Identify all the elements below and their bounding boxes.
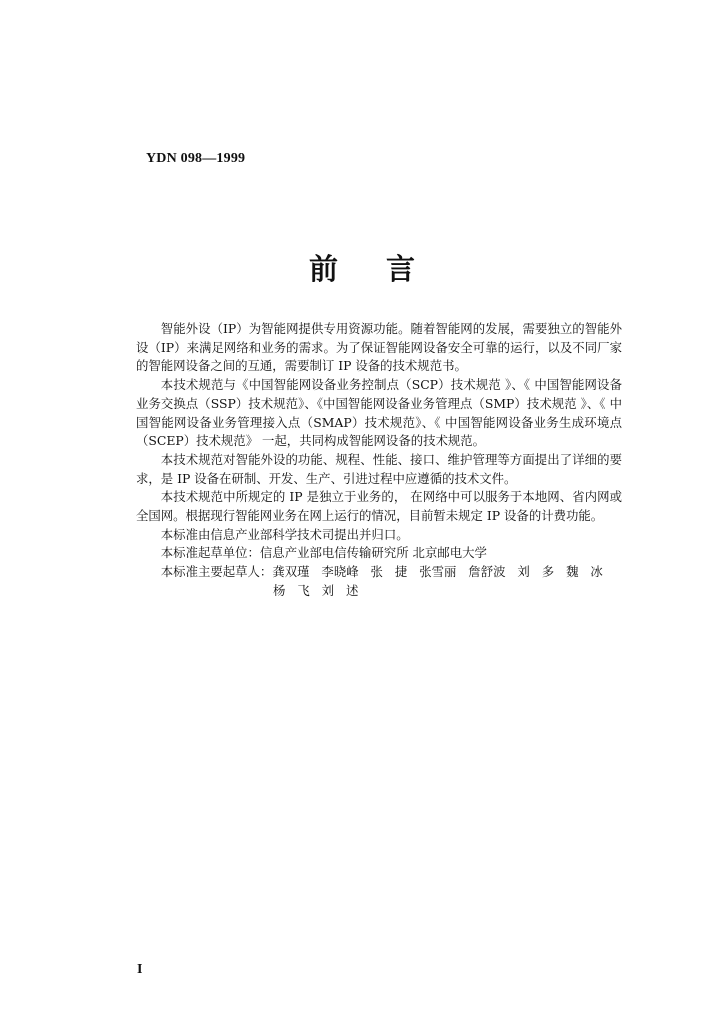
- paragraph-requirements: 本技术规范对智能外设的功能、规程、性能、接口、维护管理等方面提出了详细的要求，是 IP 设备在研制、开发、生产、引进过程中应遵循的技术文件。: [136, 451, 622, 486]
- standard-code: YDN 098—1999: [146, 151, 246, 166]
- drafters-label: 本标准主要起草人：: [160, 564, 273, 580]
- paragraph-intro: 智能外设（IP）为智能网提供专用资源功能。随着智能网的发展，需要独立的智能外设（IP）来满足网络和业务的需求。为了保证智能网设备安全可靠的运行，以及不同厂家的智能网设备之间的互通，需要制订 IP 设备的技术规范书。: [136, 321, 622, 374]
- drafters-line: [136, 563, 622, 582]
- paragraph-scope: 本技术规范中所规定的 IP 是独立于业务的， 在网络中可以服务于本地网、省内网或全国网。根据现行智能网业务在网上运行的情况，目前暂未规定 IP 设备的计费功能。: [136, 489, 622, 524]
- drafters-names-line2: 杨 飞 刘 述: [273, 582, 359, 598]
- foreword-body: [136, 320, 622, 601]
- drafters-names-line1: 龚双瑾 李晓峰 张 捷 张雪丽 詹舒波 刘 多 魏 冰: [272, 564, 603, 580]
- page-title: 前言: [308, 252, 463, 286]
- paragraph-drafting-units: 本标准起草单位：信息产业部电信传输研究所 北京邮电大学: [160, 545, 487, 561]
- page-number: I: [137, 962, 143, 977]
- paragraph-proposer: 本标准由信息产业部科学技术司提出并归口。: [160, 526, 409, 542]
- paragraph-related-specs: 本技术规范与《中国智能网设备业务控制点（SCP）技术规范 》、《 中国智能网设备业务交换点（SSP）技术规范》、《中国智能网设备业务管理点（SMP）技术规范 》、《 中国智能网设备业务管理接入点（SMAP）技术规范》、《 中国智能网设备业务生成环境点（SCEP）技术规范》 一起，共同构成智能网设备的技术规范。: [136, 377, 622, 449]
